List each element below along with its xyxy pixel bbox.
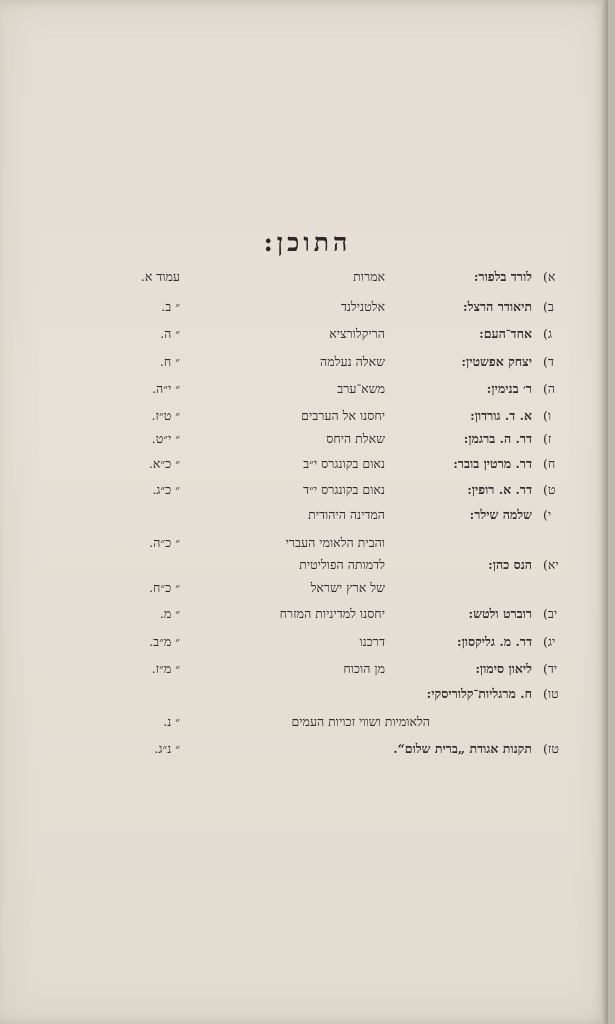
entry-author: ר׳ בנימין: [486,381,532,396]
entry-author: א. ד. גורדון: [470,408,532,423]
entry-title: שאלה נעלמה [320,354,385,369]
entry-page: ״ ט״ז. [151,408,180,423]
entry-number: יב) [543,606,558,621]
toc-row [110,686,559,704]
toc-row [110,269,556,287]
entry-page: ״ מ. [159,606,180,621]
entry-page: ״ כ״ח. [149,580,180,595]
entry-number: ט) [543,482,556,497]
toc-row [110,661,558,679]
entry-author: ליאון סימון: [475,661,532,676]
entry-author: שלמה שילר: [469,507,532,522]
entry-page: ״ כ״ה. [149,535,180,550]
toc-row [110,557,559,575]
entry-author: לורד בלפור: [473,269,532,284]
toc-row [110,456,556,474]
entry-author: תיאודר הרצל: [463,299,532,314]
entry-page: ״ י״ה. [152,381,180,396]
entry-number: יד) [543,661,558,676]
entry-title: יחסנו למדיניות המזרח [279,606,385,621]
toc-row [110,714,550,732]
entry-title: המדינה היהודית [308,507,385,522]
entry-author: אחד־העם: [479,326,532,341]
entry-title: אמרות [353,269,385,284]
toc-row [110,507,550,525]
toc-row [110,634,556,652]
entry-title: והבית הלאומי העברי [285,535,385,550]
entry-author: הנס כהן: [488,557,532,572]
entry-title: נאום בקונגרס י״ד [303,482,385,497]
entry-title: מן הוכוח [343,661,385,676]
entry-page: ״ ה. [160,326,180,341]
entry-page: עמוד א. [140,269,180,284]
entry-title: משא־ערב [337,381,385,396]
entry-number: טז) [543,741,559,756]
entry-number: ה) [543,381,556,396]
toc-row [110,741,559,759]
entry-page: ״ ח. [159,354,180,369]
entry-author: תקנות אגודת „ברית שלום“. [393,741,532,756]
entry-page: ״ נ. [163,714,180,729]
entry-author: דר. מ. גליקסון: [456,634,532,649]
entry-page: ״ כ״א. [148,456,180,471]
entry-number: ד) [543,354,554,369]
entry-page: ״ נ״ג. [154,741,180,756]
entry-title: הריקלורציא [329,326,385,341]
entry-author: רוברט ולטש: [468,606,532,621]
toc-row [110,381,556,399]
entry-author: יצחק אפשטין: [461,354,532,369]
toc-row [110,606,558,624]
toc-row [110,354,554,372]
entry-page: ״ מ״ז. [151,661,180,676]
page-title: התוכן: [263,228,352,257]
entry-author: דר. א. רופין: [467,482,532,497]
toc-row [110,299,554,317]
entry-number: טו) [543,686,559,701]
toc-row [110,482,556,500]
entry-page: ״ מ״ב. [149,634,180,649]
entry-title: של ארץ ישראל [310,580,385,595]
entry-author: דר. ה. ברגמן: [463,431,532,446]
entry-number: ח) [543,456,556,471]
entry-page: ״ כ״ג. [152,482,180,497]
table-of-contents [110,0,559,1024]
entry-number: יג) [543,634,556,649]
entry-number: א) [543,269,556,284]
entry-author: ח. מרגליות־קלוריסקי: [426,686,532,701]
entry-title: לדמותה הפוליטית [299,557,385,572]
entry-number: ג) [543,326,553,341]
entry-title: שאלת היחס [326,431,385,446]
entry-number: ו) [543,408,552,423]
toc-row [110,580,550,598]
entry-title: נאום בקונגרס י״ב [303,456,385,471]
entry-page: ״ ב. [161,299,180,314]
entry-title: אלטנילנד [340,299,385,314]
entry-number: ז) [543,431,552,446]
toc-row [110,535,550,553]
entry-page: ״ י״ט. [151,431,180,446]
entry-number: י) [543,507,552,522]
entry-number: ב) [543,299,554,314]
entry-number: יא) [543,557,559,572]
entry-title: דרכנו [359,634,385,649]
page-edge [601,0,608,1024]
entry-title: הלאומיות ושווי זכויות העמים [291,714,430,729]
toc-row [110,326,553,344]
entry-title: יחסנו אל הערבים [301,408,385,423]
toc-row [110,408,550,426]
entry-author: דר. מרטין בובר: [453,456,532,471]
toc-row [110,431,550,449]
